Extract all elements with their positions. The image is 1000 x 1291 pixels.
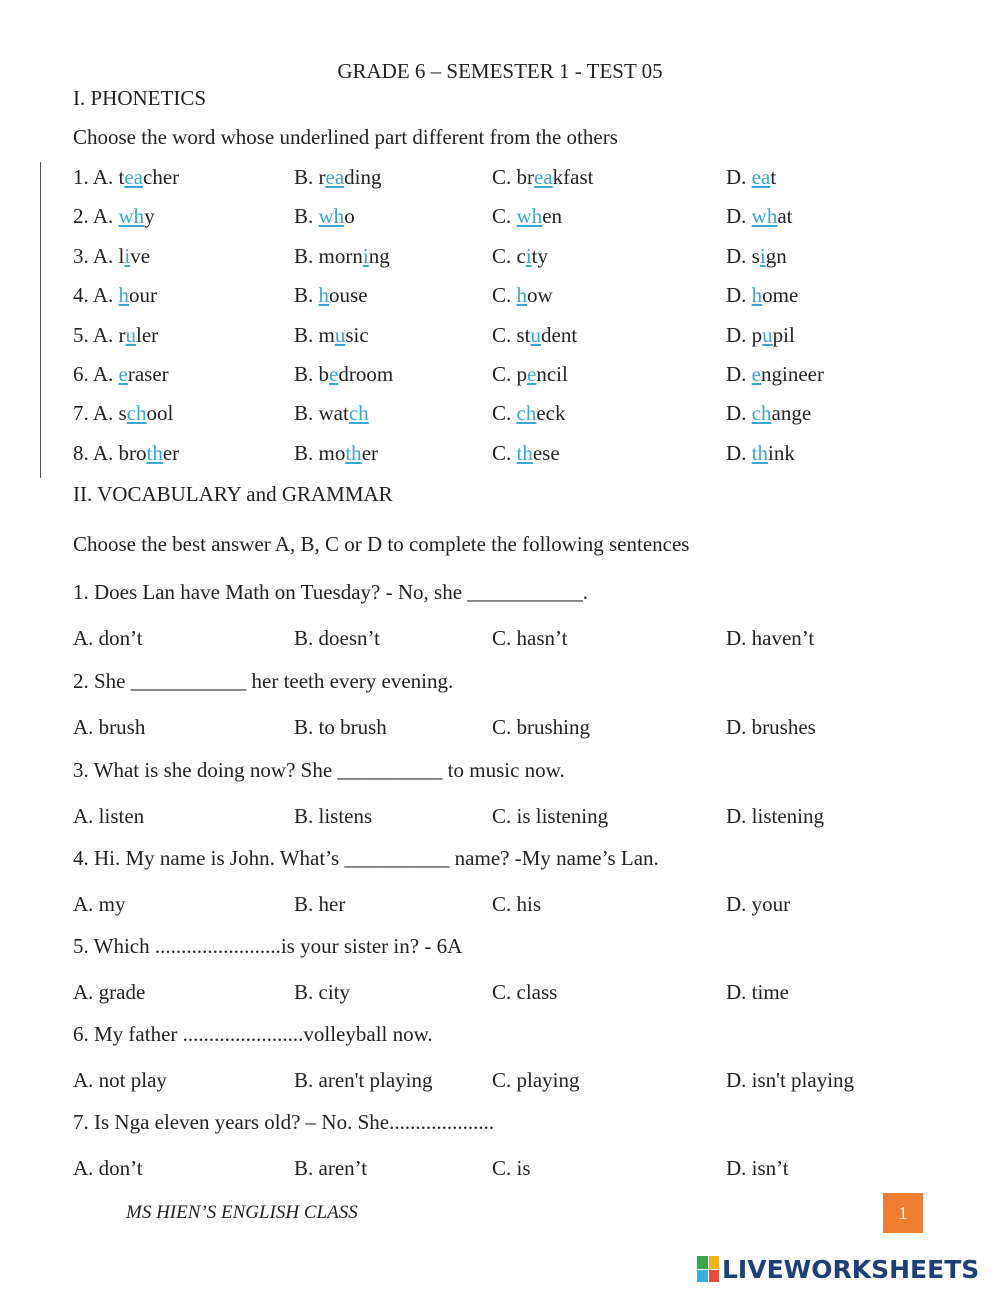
word-part: t: [118, 165, 125, 189]
word-part: C. c: [492, 244, 526, 268]
question-number: 3. A.: [73, 244, 119, 268]
answer-options-row: [0, 803, 1000, 829]
underlined-part: h: [751, 283, 763, 307]
underlined-part: th: [516, 441, 533, 465]
brand-name: LIVEWORKSHEETS: [722, 1254, 980, 1284]
answer-option[interactable]: C. brushing: [492, 715, 591, 739]
answer-option[interactable]: A. grade: [73, 980, 146, 1004]
word-part: s: [118, 401, 127, 425]
word-part: C.: [492, 204, 517, 228]
underlined-part: ea: [751, 165, 771, 189]
word-part: t: [770, 165, 777, 189]
underlined-part: ea: [325, 165, 345, 189]
underlined-part: th: [146, 441, 163, 465]
answer-option[interactable]: D. your: [726, 892, 791, 916]
word-part: B. r: [294, 165, 326, 189]
word-part: C.: [492, 401, 517, 425]
phonetics-instruction: Choose the word whose underlined part different from the others: [73, 125, 618, 149]
word-part: er: [162, 441, 180, 465]
phonetics-row: [0, 440, 1000, 466]
word-part: y: [144, 204, 155, 228]
option-d: [726, 440, 795, 466]
answer-option[interactable]: C. hasn’t: [492, 626, 568, 650]
word-part: D.: [726, 165, 752, 189]
word-part: D.: [726, 362, 752, 386]
phonetics-row: [0, 400, 1000, 426]
option-a: [73, 243, 150, 269]
underlined-part: h: [318, 283, 330, 307]
word-part: ink: [768, 441, 795, 465]
word-part: dent: [541, 323, 578, 347]
word-part: raser: [127, 362, 169, 386]
word-part: sic: [345, 323, 369, 347]
word-part: ool: [146, 401, 174, 425]
answer-option[interactable]: B. her: [294, 892, 346, 916]
option-c: [492, 203, 562, 229]
word-part: B.: [294, 204, 319, 228]
option-a: [73, 400, 173, 426]
word-part: ange: [771, 401, 812, 425]
phonetics-row: [0, 243, 1000, 269]
question-number: 2. A.: [73, 204, 119, 228]
underlined-part: u: [125, 323, 137, 347]
word-part: ve: [130, 244, 151, 268]
option-c: [492, 282, 553, 308]
option-c: [492, 322, 577, 348]
answer-option[interactable]: B. listens: [294, 804, 373, 828]
answer-options-row: [0, 1067, 1000, 1093]
question-number: 6. A.: [73, 362, 119, 386]
word-part: at: [777, 204, 793, 228]
underlined-part: e: [118, 362, 128, 386]
answer-option[interactable]: A. listen: [73, 804, 145, 828]
answer-option[interactable]: A. my: [73, 892, 126, 916]
word-part: l: [118, 244, 125, 268]
underlined-part: ch: [348, 401, 369, 425]
answer-option[interactable]: B. aren’t: [294, 1156, 368, 1180]
underlined-part: u: [762, 323, 773, 347]
word-part: B. b: [294, 362, 330, 386]
question-text: 4. Hi. My name is John. What’s __________ name? -My name’s Lan.: [73, 846, 659, 870]
word-part: ome: [762, 283, 799, 307]
option-a: [73, 361, 169, 387]
liveworksheets-logo-icon: [697, 1256, 719, 1282]
option-d: [726, 322, 795, 348]
option-b: [294, 243, 390, 269]
word-part: o: [344, 204, 355, 228]
underlined-part: th: [345, 441, 362, 465]
underlined-part: ea: [534, 165, 553, 189]
option-b: [294, 164, 382, 190]
word-part: r: [118, 323, 126, 347]
underlined-part: u: [530, 323, 542, 347]
option-d: [726, 282, 798, 308]
word-part: D. p: [726, 323, 763, 347]
answer-option[interactable]: D. time: [726, 980, 789, 1004]
answer-option[interactable]: A. don’t: [73, 1156, 143, 1180]
word-part: C.: [492, 283, 517, 307]
option-b: [294, 361, 393, 387]
section-phonetics-heading: I. PHONETICS: [73, 86, 207, 110]
test-title: GRADE 6 – SEMESTER 1 - TEST 05: [337, 59, 663, 83]
underlined-part: i: [759, 244, 766, 268]
option-c: [492, 164, 593, 190]
answer-option[interactable]: D. isn't playing: [726, 1068, 855, 1092]
answer-options-row: [0, 1155, 1000, 1181]
answer-option[interactable]: D. listening: [726, 804, 824, 828]
vocabulary-instruction: Choose the best answer A, B, C or D to complete the following sentences: [73, 532, 690, 556]
word-part: D.: [726, 401, 752, 425]
option-d: [726, 361, 824, 387]
option-b: [294, 282, 368, 308]
word-part: gn: [765, 244, 787, 268]
answer-option[interactable]: C. class: [492, 980, 558, 1004]
word-part: B. morn: [294, 244, 363, 268]
option-d: [726, 400, 811, 426]
underlined-part: i: [525, 244, 532, 268]
word-part: D.: [726, 283, 752, 307]
phonetics-row: [0, 203, 1000, 229]
word-part: ng: [368, 244, 390, 268]
option-a: [73, 440, 179, 466]
phonetics-row: [0, 282, 1000, 308]
section-vocabulary-heading: II. VOCABULARY and GRAMMAR: [73, 482, 393, 506]
option-c: [492, 400, 566, 426]
underlined-part: wh: [118, 204, 145, 228]
underlined-part: wh: [751, 204, 778, 228]
answer-options-row: [0, 979, 1000, 1005]
option-a: [73, 164, 179, 190]
phonetics-row: [0, 361, 1000, 387]
question-number: 1. A.: [73, 165, 119, 189]
answer-option[interactable]: B. aren't playing: [294, 1068, 433, 1092]
underlined-part: i: [362, 244, 369, 268]
question-text: 6. My father .......................volleyball now.: [73, 1022, 433, 1046]
word-part: B. mo: [294, 441, 346, 465]
word-part: our: [129, 283, 158, 307]
answer-option[interactable]: C. is: [492, 1156, 531, 1180]
answer-option[interactable]: C. playing: [492, 1068, 580, 1092]
question-text: 2. She ___________ her teeth every evening.: [73, 669, 454, 693]
answer-options-row: [0, 891, 1000, 917]
question-number: 8. A.: [73, 441, 119, 465]
word-part: bro: [118, 441, 147, 465]
option-d: [726, 243, 787, 269]
question-text: 3. What is she doing now? She __________ to music now.: [73, 758, 565, 782]
underlined-part: ea: [124, 165, 144, 189]
word-part: B. wat: [294, 401, 349, 425]
answer-options-row: [0, 714, 1000, 740]
word-part: ow: [527, 283, 553, 307]
option-b: [294, 440, 378, 466]
word-part: D. s: [726, 244, 760, 268]
word-part: en: [542, 204, 563, 228]
word-part: pil: [772, 323, 795, 347]
answer-option[interactable]: A. not play: [73, 1068, 167, 1092]
option-b: [294, 322, 369, 348]
word-part: eck: [536, 401, 566, 425]
underlined-part: ch: [751, 401, 772, 425]
question-text: 1. Does Lan have Math on Tuesday? - No, she ___________.: [73, 580, 589, 604]
option-c: [492, 243, 548, 269]
answer-option[interactable]: A. don’t: [73, 626, 143, 650]
option-d: [726, 203, 793, 229]
word-part: C.: [492, 441, 517, 465]
question-number: 5. A.: [73, 323, 119, 347]
underlined-part: wh: [516, 204, 543, 228]
answer-option[interactable]: B. doesn’t: [294, 626, 380, 650]
question-number: 4. A.: [73, 283, 119, 307]
underlined-part: th: [751, 441, 769, 465]
word-part: C. st: [492, 323, 531, 347]
answer-option[interactable]: C. is listening: [492, 804, 609, 828]
underlined-part: e: [527, 362, 537, 386]
option-b: [294, 203, 355, 229]
underlined-part: e: [751, 362, 761, 386]
word-part: er: [361, 441, 379, 465]
word-part: C. p: [492, 362, 528, 386]
option-a: [73, 203, 155, 229]
option-d: [726, 164, 776, 190]
underlined-part: wh: [318, 204, 345, 228]
word-part: B.: [294, 283, 319, 307]
word-part: ncil: [536, 362, 568, 386]
question-text: 5. Which ........................is your sister in? - 6A: [73, 934, 463, 958]
answer-option[interactable]: B. city: [294, 980, 350, 1004]
phonetics-row: [0, 322, 1000, 348]
answer-option[interactable]: C. his: [492, 892, 542, 916]
option-a: [73, 322, 158, 348]
word-part: D.: [726, 204, 752, 228]
word-part: ouse: [329, 283, 368, 307]
answer-option[interactable]: D. brushes: [726, 715, 816, 739]
answer-option[interactable]: D. isn’t: [726, 1156, 789, 1180]
underlined-part: h: [118, 283, 130, 307]
question-number: 7. A.: [73, 401, 119, 425]
word-part: droom: [338, 362, 394, 386]
underlined-part: h: [516, 283, 528, 307]
answer-option[interactable]: D. haven’t: [726, 626, 815, 650]
answer-option[interactable]: A. brush: [73, 715, 146, 739]
word-part: ding: [344, 165, 382, 189]
word-part: C. br: [492, 165, 534, 189]
option-a: [73, 282, 157, 308]
word-part: ngineer: [761, 362, 824, 386]
option-c: [492, 361, 568, 387]
underlined-part: u: [334, 323, 346, 347]
word-part: cher: [143, 165, 180, 189]
word-part: D.: [726, 441, 752, 465]
underlined-part: ch: [126, 401, 147, 425]
word-part: ty: [531, 244, 549, 268]
word-part: B. m: [294, 323, 335, 347]
liveworksheets-logo: [697, 1254, 979, 1284]
answer-option[interactable]: B. to brush: [294, 715, 387, 739]
option-b: [294, 400, 369, 426]
question-text: 7. Is Nga eleven years old? – No. She....................: [73, 1110, 495, 1134]
underlined-part: ch: [516, 401, 537, 425]
option-c: [492, 440, 560, 466]
answer-options-row: [0, 625, 1000, 651]
class-name-footer: MS HIEN’S ENGLISH CLASS: [126, 1202, 358, 1223]
page-number: 1: [883, 1193, 923, 1233]
word-part: ese: [532, 441, 560, 465]
word-part: ler: [136, 323, 159, 347]
word-part: kfast: [552, 165, 594, 189]
underlined-part: i: [124, 244, 131, 268]
underlined-part: e: [329, 362, 339, 386]
phonetics-row: [0, 164, 1000, 190]
